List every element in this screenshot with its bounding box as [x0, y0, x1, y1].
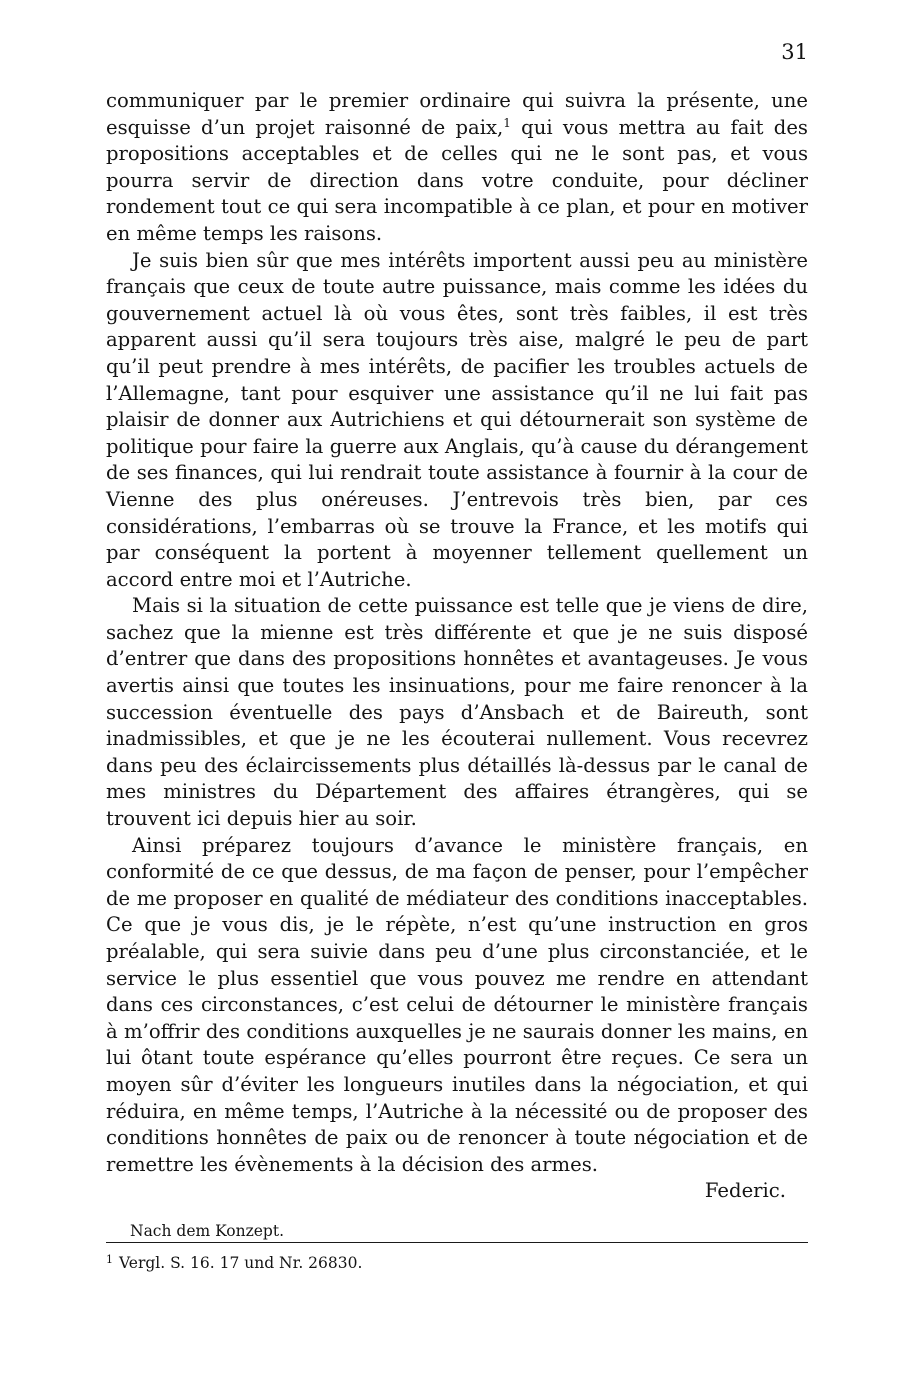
- page-number: 31: [781, 40, 808, 64]
- signature: Federic.: [704, 1179, 786, 1203]
- letter-body: [106, 88, 808, 1205]
- paragraph-2: Je suis bien sûr que mes intérêts importent aussi peu au ministère français que ceux de toute autre puissance, mais comme les idées du gouvernement actuel là où vous êtes, sont très faibles, il est très apparent aussi qu’il sera toujours très aise, malgré le peu de part qu’il peut prendre à mes intérêts, de pacifier les troubles actuels de l’Allemagne, tant pour esquiver une assistance qu’il ne lui fait pas plaisir de donner aux Autrichiens et qui détournerait son système de politique pour faire la guerre aux Anglais, qu’à cause du dérangement de ses finances, qui lui rendrait toute assistance à fournir à la cour de Vienne des plus onéreuses. J’entrevois très bien, par ces considérations, l’embarras où se trouve la France, et les motifs qui par conséquent la portent à moyenner tellement quellement un accord entre moi et l’Autriche.: [106, 248, 808, 591]
- footnote-text: Vergl. S. 16. 17 und Nr. 26830.: [119, 1254, 363, 1272]
- paragraph-1: [106, 88, 808, 248]
- paragraph-1-text-before-ref: communiquer par le premier ordinaire qui suivra la présente, une esquisse d’un projet raisonné de paix,: [106, 89, 808, 139]
- source-note: Nach dem Konzept.: [130, 1222, 285, 1240]
- paragraph-4: Ainsi préparez toujours d’avance le ministère français, en conformité de ce que dessus, de ma façon de penser, pour l’empêcher de me proposer en qualité de médiateur des conditions inacceptables. Ce que je vous dis, je le répète, n’est qu’une instruction en gros préalable, qui sera suivie dans peu d’une plus circonstanciée, et le service le plus essentiel que vous pouvez me rendre en attendant dans ces circonstances, c’est celui de détourner le ministère français à m’offrir des conditions auxquelles je ne saurais donner les mains, en lui ôtant toute espérance qu’elles pourront être reçues. Ce sera un moyen sûr d’éviter les longueurs inutiles dans la négociation, et qui réduira, en même temps, l’Autriche à la nécessité ou de proposer des conditions honnêtes de paix ou de renoncer à toute négociation et de remettre les évènements à la décision des armes.: [106, 833, 808, 1176]
- footnote-divider: [106, 1242, 808, 1243]
- footnote: [106, 1253, 362, 1272]
- footnote-marker: 1: [106, 1253, 113, 1266]
- paragraph-1-text-after-ref: qui vous mettra au fait des propositions acceptables et de celles qui ne le sont pas, et vous pourra servir de direction dans votre conduite, pour décliner rondement tout ce qui sera incompatible à ce plan, et pour en motiver en même temps les raisons.: [106, 115, 808, 245]
- footnote-reference: 1: [503, 115, 511, 130]
- paragraph-3: Mais si la situation de cette puissance est telle que je viens de dire, sachez que la mienne est très différente et que je ne suis disposé d’entrer que dans des propositions honnêtes et avantageuses. Je vous avertis ainsi que toutes les insinuations, pour me faire renoncer à la succession éventuelle des pays d’Ansbach et de Baireuth, sont inadmissibles, et que je ne les écouterai nullement. Vous recevrez dans peu des éclaircissements plus détaillés là-dessus par le canal de mes ministres du Département des affaires étrangères, qui se trouvent ici depuis hier au soir.: [106, 594, 808, 831]
